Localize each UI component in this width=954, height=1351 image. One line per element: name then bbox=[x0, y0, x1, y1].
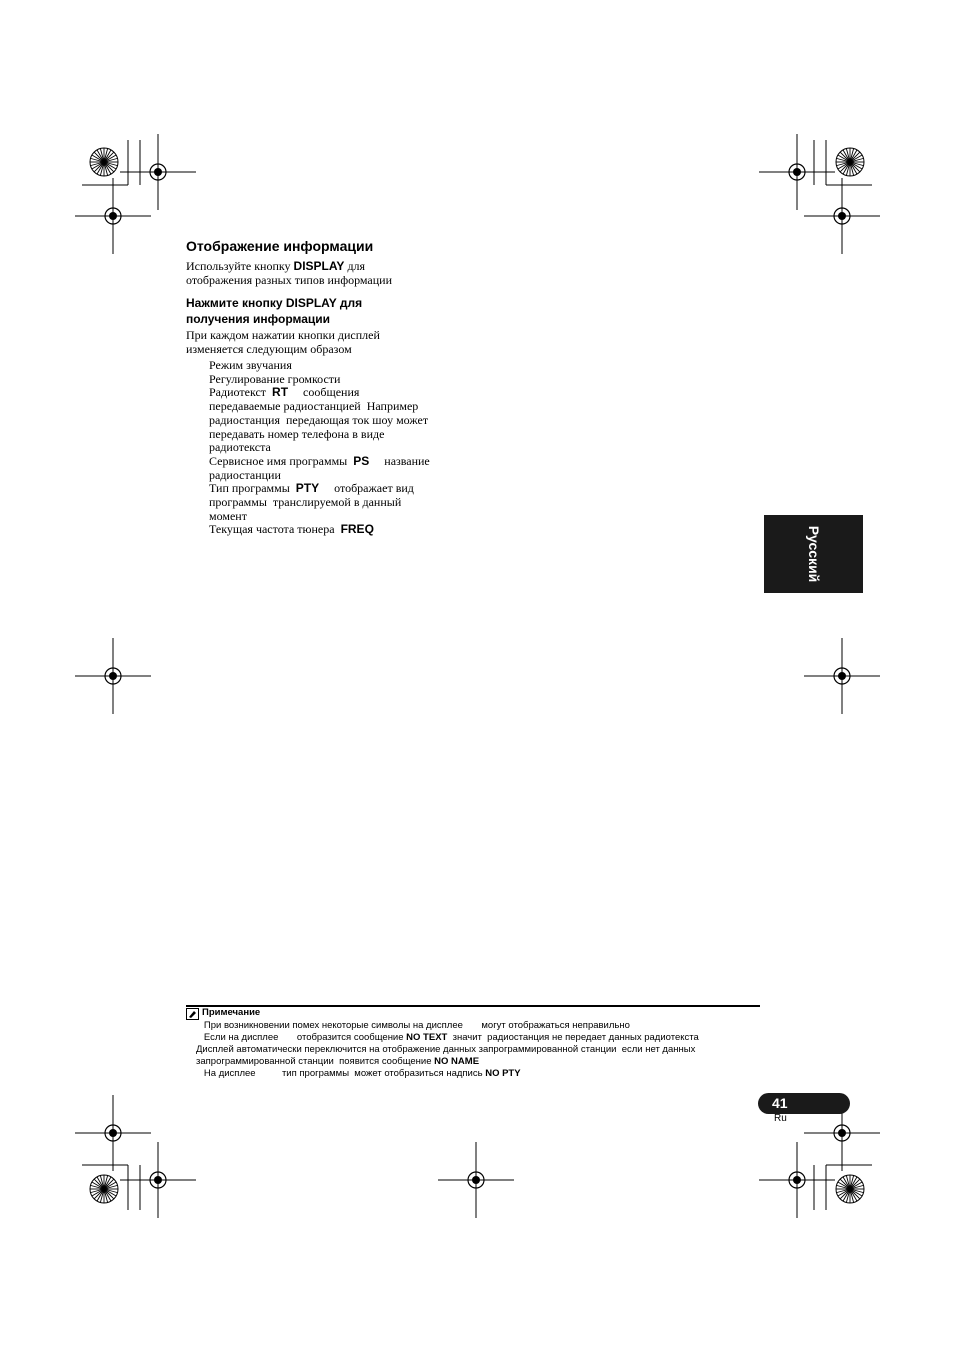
text-line bbox=[209, 509, 247, 523]
text-fragment: Если на дисплее отобразится сообщение bbox=[196, 1032, 407, 1043]
text-line bbox=[209, 522, 374, 536]
key-label: DISPLAY bbox=[293, 259, 345, 273]
text-fragment: для bbox=[344, 259, 366, 273]
text-fragment: Тип программы bbox=[209, 481, 296, 496]
page-number-badge bbox=[758, 1093, 850, 1114]
text-line bbox=[209, 413, 428, 427]
text-fragment: Сервисное имя программы bbox=[209, 453, 354, 468]
key-label: NO TEXT bbox=[406, 1032, 448, 1043]
text-fragment: радиостанции bbox=[209, 467, 281, 482]
step-text-line-2: изменяется следующим образом bbox=[186, 342, 352, 356]
step-title-line-2: получения информации bbox=[186, 312, 331, 326]
text-line bbox=[209, 427, 384, 441]
text-fragment: отображения разных типов информации bbox=[186, 273, 393, 287]
text-fragment: название bbox=[369, 453, 430, 468]
text-line bbox=[196, 1056, 479, 1068]
text-fragment: запрограммированной станции появится сообщение bbox=[196, 1056, 435, 1067]
text-fragment: Используйте кнопку bbox=[186, 259, 294, 273]
note-title: Примечание bbox=[202, 1007, 261, 1018]
page-number: 41 bbox=[772, 1095, 788, 1111]
key-label: PTY bbox=[295, 481, 320, 496]
text-fragment: программы транслируемой в данный bbox=[209, 495, 402, 509]
text-fragment: На дисплее тип программы может отобразиться надпись bbox=[196, 1068, 486, 1079]
text-fragment: передаваемые радиостанцией Например bbox=[209, 399, 419, 414]
step-title-line-1: Нажмите кнопку DISPLAY для bbox=[186, 296, 363, 310]
text-fragment: сообщения bbox=[288, 385, 360, 400]
key-label: FREQ bbox=[340, 522, 374, 537]
text-fragment: Радиотекст bbox=[209, 385, 273, 400]
key-label: RT bbox=[272, 385, 289, 400]
note-divider bbox=[186, 1005, 760, 1007]
text-line bbox=[209, 358, 292, 372]
page-language-code: Ru bbox=[774, 1113, 787, 1124]
note-icon bbox=[186, 1008, 199, 1020]
text-fragment: передавать номер телефона в виде bbox=[209, 426, 385, 441]
text-fragment: радиотекста bbox=[209, 440, 271, 455]
language-tab bbox=[764, 515, 863, 593]
text-line bbox=[209, 399, 418, 413]
text-fragment: Режим звучания bbox=[209, 358, 292, 372]
text-line bbox=[196, 1032, 699, 1044]
key-label: PS bbox=[353, 453, 370, 468]
text-line bbox=[196, 1020, 630, 1032]
text-line bbox=[209, 454, 430, 468]
step-text-line-1: При каждом нажатии кнопки дисплей bbox=[186, 328, 380, 342]
text-fragment: радиостанция передающая ток шоу может bbox=[209, 412, 429, 427]
text-fragment: Дисплей автоматически переключится на отображение данных запрограммированной станции если нет данных bbox=[196, 1044, 696, 1055]
text-fragment: момент bbox=[209, 508, 247, 523]
text-fragment: Текущая частота тюнера bbox=[209, 522, 341, 537]
text-line bbox=[196, 1068, 521, 1080]
text-line bbox=[209, 468, 281, 482]
text-fragment: При возникновении помех некоторые символы на дисплее могут отображаться неправильно bbox=[196, 1020, 630, 1031]
language-tab-label: Русский bbox=[805, 525, 822, 583]
text-line bbox=[209, 385, 359, 399]
text-fragment: отображает вид bbox=[319, 481, 414, 496]
text-line bbox=[196, 1044, 695, 1056]
key-label: NO PTY bbox=[485, 1068, 521, 1079]
text-line bbox=[186, 273, 392, 287]
text-line bbox=[209, 440, 271, 454]
text-line bbox=[209, 372, 340, 386]
text-line bbox=[209, 495, 401, 509]
text-line bbox=[186, 259, 365, 273]
text-line bbox=[209, 481, 414, 495]
key-label: NO NAME bbox=[434, 1056, 480, 1067]
text-fragment: значит радиостанция не передает данных радиотекста bbox=[447, 1032, 699, 1043]
section-title: Отображение информации bbox=[186, 238, 374, 254]
text-fragment: Регулирование громкости bbox=[209, 371, 341, 386]
